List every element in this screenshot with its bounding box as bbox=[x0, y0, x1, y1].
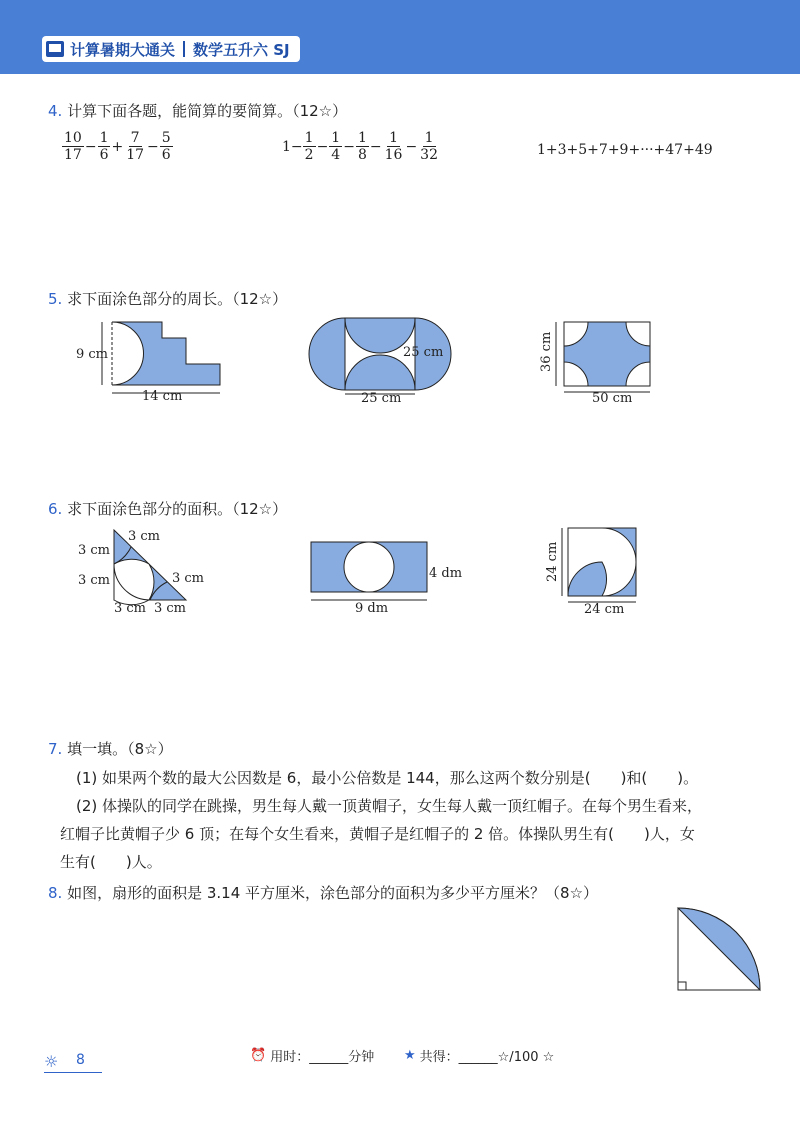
q6-fig1-left-bottom-label: 3 cm bbox=[78, 573, 111, 588]
fraction: $\frac{10}{17}$ bbox=[64, 130, 82, 163]
q6-fig1-left-top-label: 3 cm bbox=[78, 543, 111, 558]
q6-fig2-width-label: 9 dm bbox=[355, 601, 389, 616]
q8-number: 8. bbox=[48, 884, 63, 902]
score-label: 共得：______☆/100 ☆ bbox=[419, 1050, 555, 1065]
fraction: $\frac{1}{2}$ bbox=[304, 130, 314, 163]
q8-figure bbox=[670, 904, 770, 996]
header-divider bbox=[183, 41, 185, 57]
q5-heading bbox=[48, 288, 287, 309]
fraction: $\frac{1}{4}$ bbox=[331, 130, 341, 163]
q7-part-2-line-1: (2) 体操队的同学在跳操，男生每人戴一顶黄帽子，女生每人戴一顶红帽子。在每个男生看来， bbox=[76, 797, 703, 815]
q7-part-1: (1) 如果两个数的最大公因数是 6，最小公倍数是 144，那么这两个数分别是( )和( )。 bbox=[76, 769, 699, 787]
q5-fig2-inner-label: 25 cm bbox=[403, 345, 444, 360]
q7-part-2-line-3: 生有( )人。 bbox=[60, 853, 162, 871]
q6-fig1-bottom-left-label: 3 cm bbox=[114, 601, 147, 616]
series-title: 计算暑期大通关 bbox=[70, 40, 176, 59]
star-icon: ★ bbox=[404, 1048, 416, 1063]
q5-prompt: 求下面涂色部分的周长。（12☆） bbox=[67, 290, 288, 308]
q5-figure-1 bbox=[70, 312, 230, 404]
q6-fig3-height-label: 24 cm bbox=[545, 541, 560, 582]
fraction: $\frac{7}{17}$ bbox=[126, 130, 145, 163]
q6-figure-2 bbox=[305, 538, 475, 618]
q6-heading bbox=[48, 498, 287, 519]
page-number: 8 bbox=[76, 1052, 85, 1068]
q5-fig2-width-label: 25 cm bbox=[361, 391, 402, 404]
q5-fig3-width-label: 50 cm bbox=[592, 391, 633, 406]
q4-expression-1: $\frac{10}{17}$ − $\frac{1}{6}$ + $\frac{7}{17}$ − $\frac{5}{6}$ bbox=[64, 130, 171, 163]
time-label: 用时：______分钟 bbox=[270, 1050, 375, 1065]
q4-prompt: 计算下面各题，能简算的要简算。（12☆） bbox=[67, 102, 348, 120]
q4-number: 4. bbox=[48, 102, 63, 120]
q6-prompt: 求下面涂色部分的面积。（12☆） bbox=[67, 500, 288, 518]
q6-fig1-top-label: 3 cm bbox=[128, 529, 161, 544]
fraction: $\frac{1}{8}$ bbox=[357, 130, 367, 163]
header-tag bbox=[42, 36, 300, 62]
q6-fig1-bottom-right-label: 3 cm bbox=[154, 601, 187, 616]
q5-fig1-width-label: 14 cm bbox=[142, 389, 183, 404]
q7-title: 填一填。（8☆） bbox=[67, 740, 173, 758]
book-title: 数学五升六 SJ bbox=[193, 40, 290, 59]
book-icon bbox=[46, 41, 64, 57]
q5-figure-3 bbox=[530, 314, 670, 406]
q6-figure-3 bbox=[536, 524, 646, 616]
q5-figure-2 bbox=[305, 312, 465, 404]
score-field bbox=[404, 1046, 554, 1065]
fraction: $\frac{1}{16}$ bbox=[384, 130, 403, 163]
q5-fig1-height-label: 9 cm bbox=[76, 347, 109, 362]
swirl-icon: ☼ bbox=[44, 1052, 59, 1071]
q4-heading bbox=[48, 100, 347, 121]
q5-number: 5. bbox=[48, 290, 63, 308]
q8-prompt: 如图，扇形的面积是 3.14 平方厘米，涂色部分的面积为多少平方厘米？（8☆） bbox=[67, 884, 599, 902]
q7-heading bbox=[48, 738, 173, 759]
q8-heading bbox=[48, 882, 598, 903]
time-field bbox=[250, 1046, 374, 1065]
fraction: $\frac{1}{32}$ bbox=[420, 130, 438, 163]
footer-rule bbox=[44, 1072, 102, 1073]
q6-fig3-width-label: 24 cm bbox=[584, 602, 625, 616]
q6-number: 6. bbox=[48, 500, 63, 518]
q6-fig2-height-label: 4 dm bbox=[429, 566, 463, 581]
q4-expression-3: 1+3+5+7+9+···+47+49 bbox=[537, 142, 713, 158]
fraction: $\frac{5}{6}$ bbox=[161, 130, 171, 163]
q6-fig1-right-label: 3 cm bbox=[172, 571, 205, 586]
q7-number: 7. bbox=[48, 740, 63, 758]
q6-figure-1 bbox=[76, 524, 216, 618]
q7-part-2-line-2: 红帽子比黄帽子少 6 顶；在每个女生看来，黄帽子是红帽子的 2 倍。体操队男生有( )人，女 bbox=[60, 825, 695, 843]
fraction: $\frac{1}{6}$ bbox=[99, 130, 109, 163]
q5-fig3-height-label: 36 cm bbox=[539, 331, 554, 372]
q4-expression-2: 1− $\frac{1}{2}$ − $\frac{1}{4}$ − $\frac{1}{8}$ − $\frac{1}{16}$ − $\frac{1}{32}$ bbox=[282, 130, 438, 163]
clock-icon: ⏰ bbox=[250, 1048, 267, 1063]
